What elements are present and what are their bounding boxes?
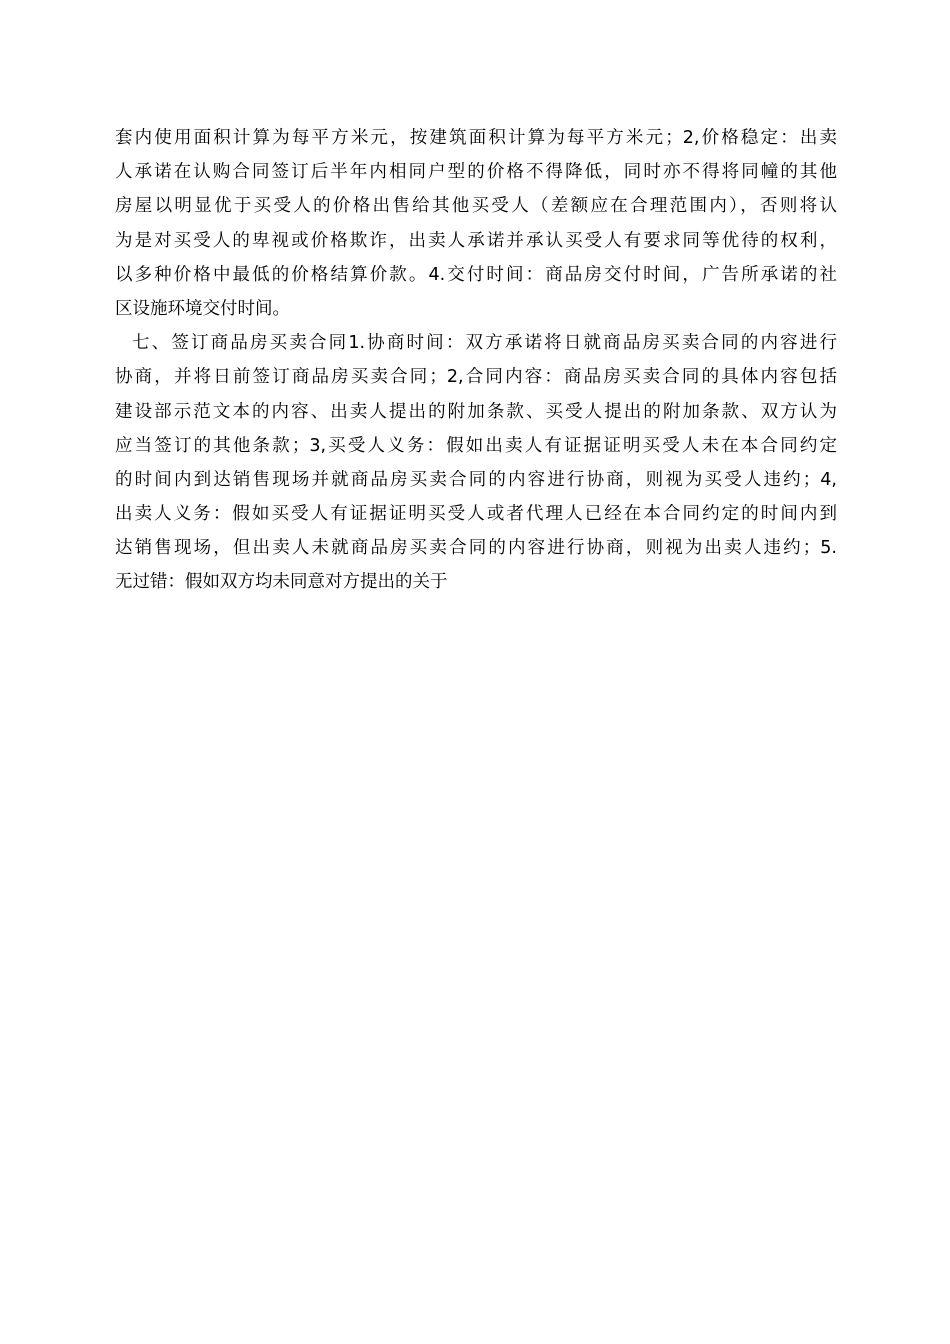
text-line: 无过错：假如双方均未同意对方提出的关于 (115, 572, 448, 593)
text-line: 七、签订商品房买卖合同1.协商时间：双方承诺将日就商品房买卖合同的内容进行 (132, 333, 837, 354)
text-line: 房屋以明显优于买受人的价格出售给其他买受人（差额应在合理范围内），否则将认 (115, 196, 837, 217)
text-line: 出卖人义务：假如买受人有证据证明买受人或者代理人已经在本合同约定的时间内到 (115, 504, 837, 525)
text-line: 人承诺在认购合同签订后半年内相同户型的价格不得降低，同时亦不得将同幢的其他 (115, 162, 837, 183)
text-line: 套内使用面积计算为每平方米元，按建筑面积计算为每平方米元；2,价格稳定：出卖 (115, 128, 837, 148)
paragraph-price-terms (115, 121, 837, 326)
text-line: 的时间内到达销售现场并就商品房买卖合同的内容进行协商，则视为买受人违约；4, (115, 469, 837, 490)
text-line: 为是对买受人的卑视或价格欺诈，出卖人承诺并承认买受人有要求同等优待的权利， (115, 230, 837, 251)
text-line: 以多种价格中最低的价格结算价款。4.交付时间：商品房交付时间，广告所承诺的社 (115, 264, 837, 285)
text-line: 应当签订的其他条款；3,买受人义务：假如出卖人有证据证明买受人未在本合同约定 (115, 435, 837, 456)
text-line: 区设施环境交付时间。 (115, 298, 290, 319)
text-line: 建设部示范文本的内容、出卖人提出的附加条款、买受人提出的附加条款、双方认为 (115, 401, 837, 422)
paragraph-contract-signing (115, 326, 837, 600)
text-line: 达销售现场，但出卖人未就商品房买卖合同的内容进行协商，则视为出卖人违约；5. (115, 538, 837, 559)
document-body (115, 121, 837, 600)
text-line: 协商，并将日前签订商品房买卖合同；2,合同内容：商品房买卖合同的具体内容包括 (115, 367, 837, 388)
